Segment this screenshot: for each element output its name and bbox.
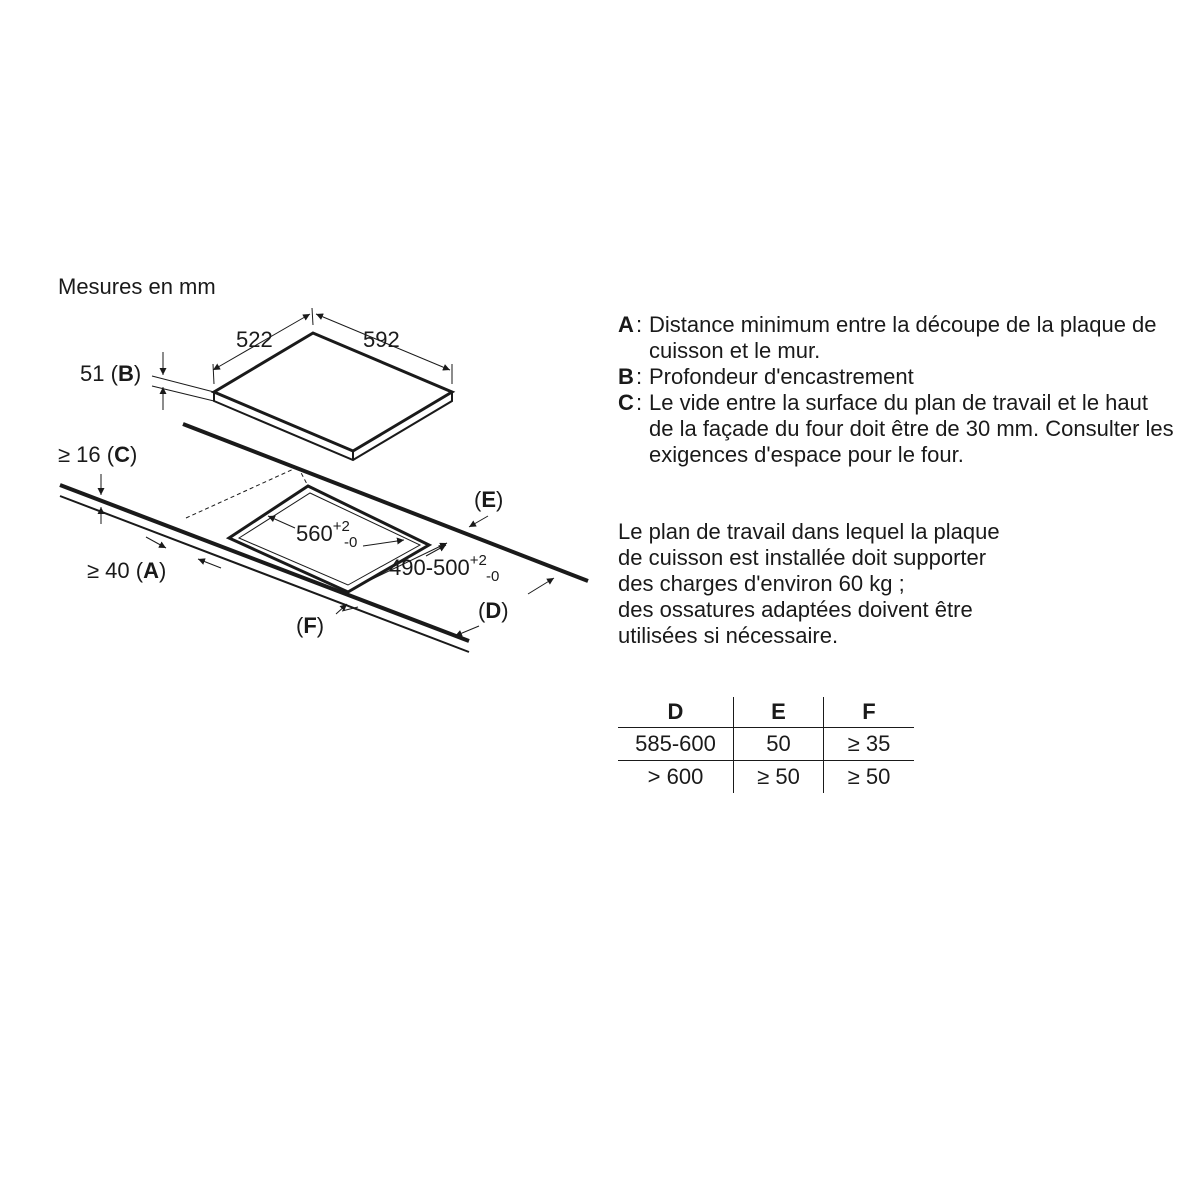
legend-colon: : [636,312,643,337]
table-cell: ≥ 50 [734,761,824,794]
legend-colon: : [636,364,643,389]
dim-width-label: 522 [236,327,273,352]
cutout-width-tol-minus: -0 [344,534,358,551]
table-row [618,761,914,794]
dim-a-label: ≥ 40 (A) [87,558,167,583]
legend-text: Distance minimum entre la découpe de la plaque de cuisson et le mur. [649,312,1157,363]
legend-list [618,312,1178,468]
dim-f-label: (F) [296,613,325,638]
cutout-depth-label: $490-500^{+2}$ [389,552,487,580]
legend-key: C [618,390,634,415]
dim-b-label: 51 (B) [80,361,142,386]
legend-text: Profondeur d'encastrement [649,364,914,389]
dimensions-table [618,697,914,793]
legend-text: Le vide entre la surface du plan de travail et le haut de la façade du four doit être de 30 mm. Consulter les exigences d'espace pour le four. [649,390,1174,467]
legend-key: A [618,312,634,337]
table-header: F [824,697,915,728]
load-note: Le plan de travail dans lequel la plaque de cuisson est installée doit supporter des charges d'environ 60 kg ; des ossatures adaptées doivent être utilisées si nécessaire. [618,519,1000,648]
dim-c-label: ≥ 16 (C) [58,442,138,467]
legend-item-c [618,390,1178,468]
table-cell: 585-600 [618,728,734,761]
table-cell: ≥ 35 [824,728,915,761]
table-header: E [734,697,824,728]
table-cell: > 600 [647,764,704,789]
table-cell: 50 [734,728,824,761]
table-header: D [618,697,734,728]
worktop-back-edge [183,424,588,581]
units-label: Mesures en mm [58,274,216,299]
legend-item-b [618,364,1178,390]
legend-item-a [618,312,1178,364]
cutout-depth-tol-minus: -0 [486,568,500,585]
dim-depth-label: 592 [363,327,400,352]
dim-e-label: (E) [474,487,504,512]
legend-colon: : [636,390,643,415]
cutout-width-label: $560^{+2}$ [296,518,350,546]
table-cell: ≥ 50 [824,761,915,794]
table-row [618,728,914,761]
table-header-row [618,697,914,728]
legend-key: B [618,364,634,389]
dim-d-label: (D) [478,598,509,623]
